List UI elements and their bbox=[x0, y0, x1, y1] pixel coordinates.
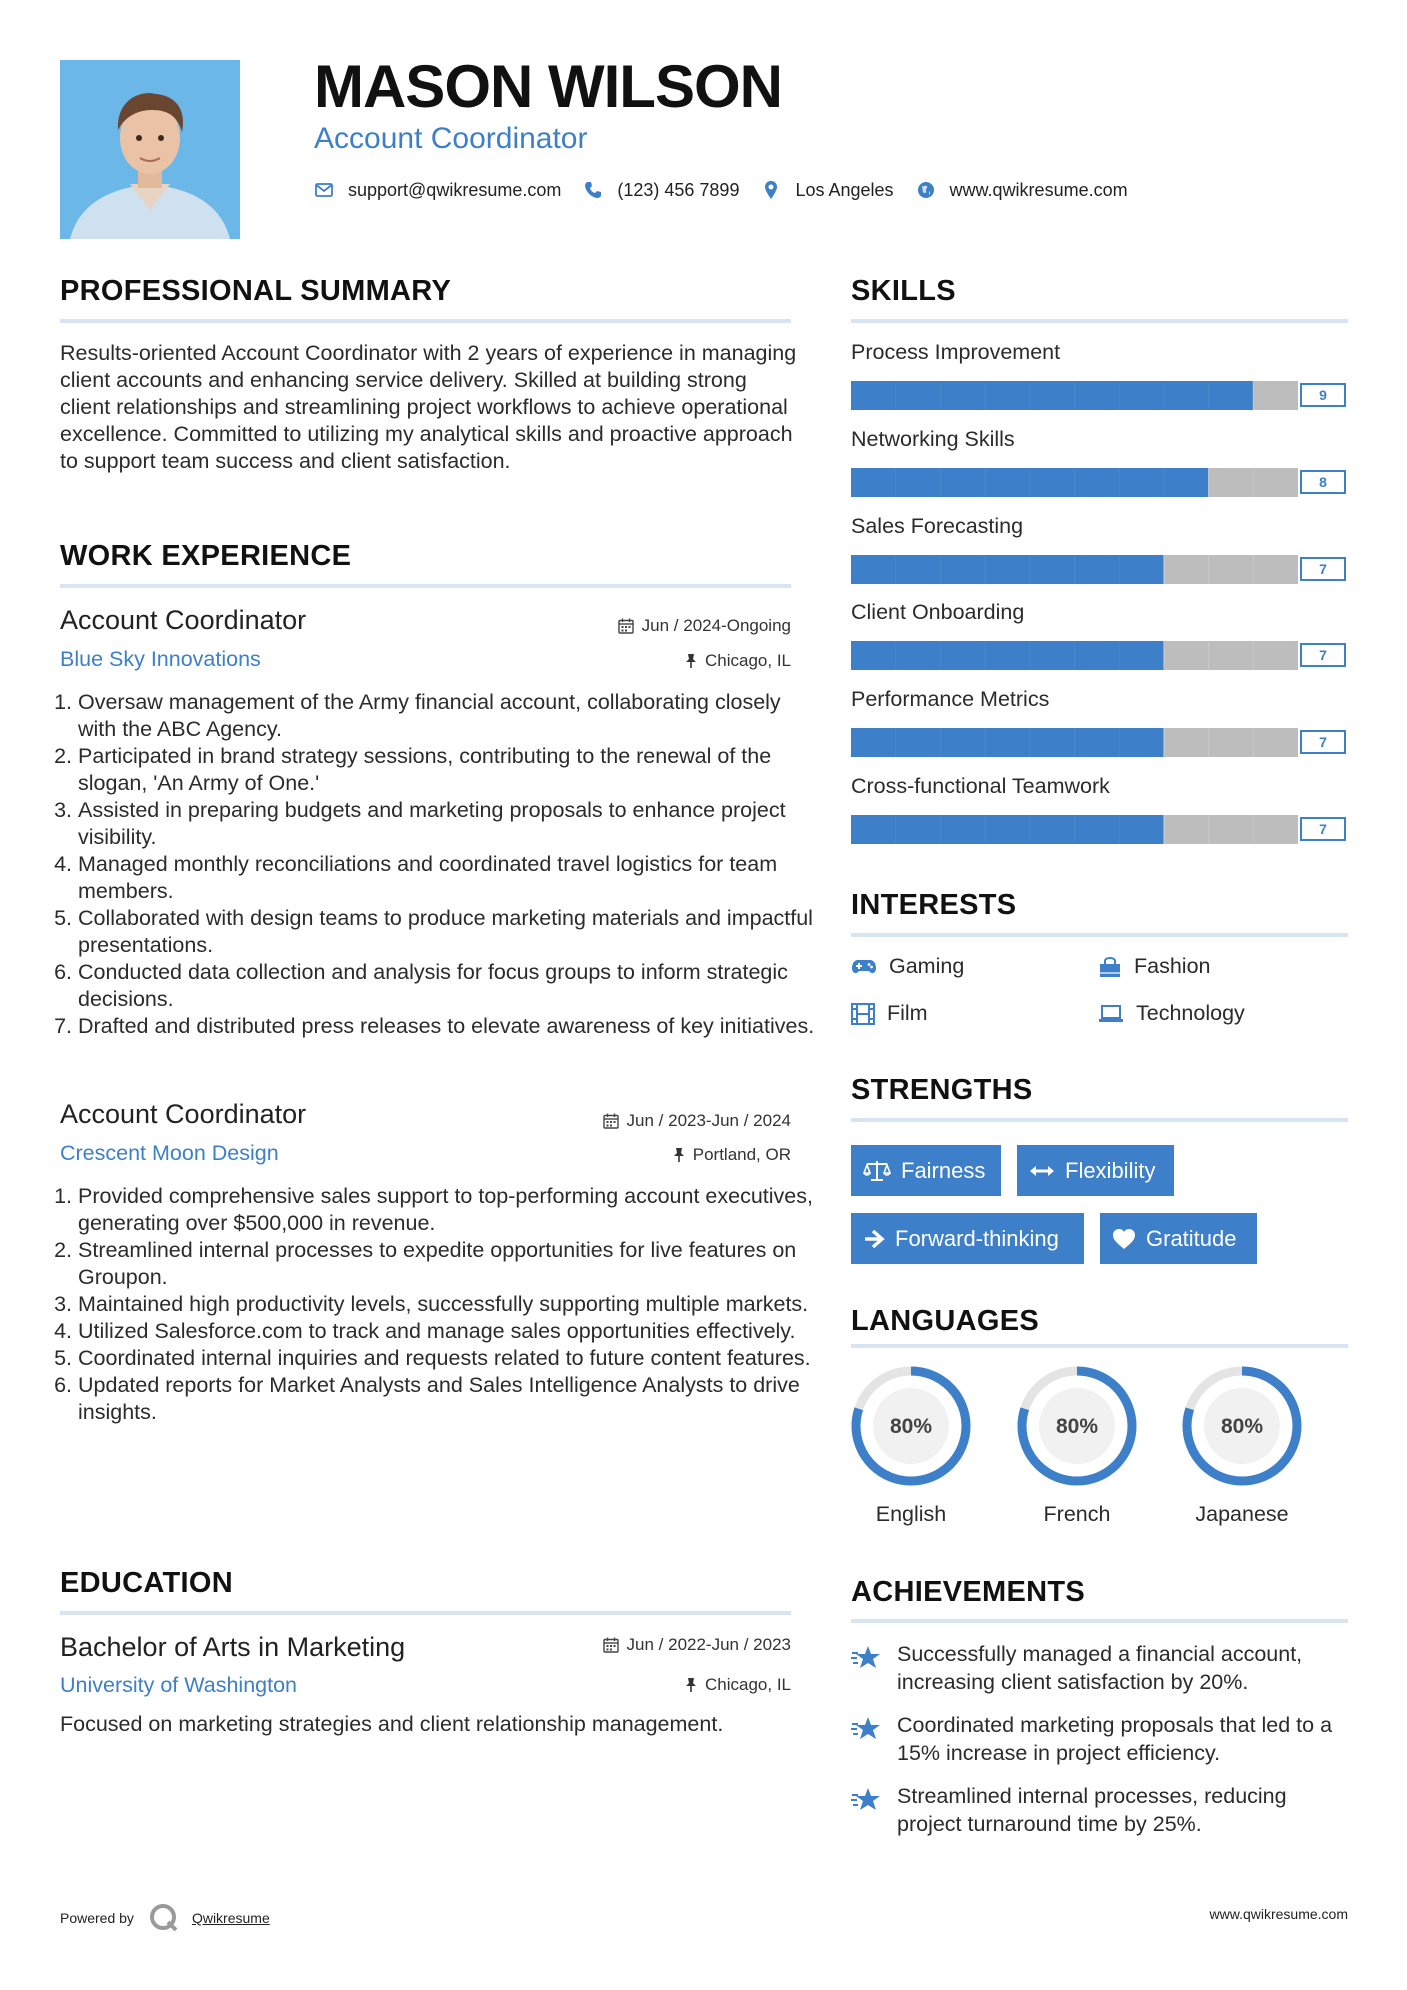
skill-bar-filled-segment bbox=[940, 555, 985, 584]
pushpin-icon bbox=[685, 1677, 697, 1693]
skill-bar-filled-segment bbox=[985, 555, 1030, 584]
star-badge-icon bbox=[851, 1786, 883, 1814]
arrows-horizontal-icon bbox=[1029, 1163, 1055, 1179]
interests-divider bbox=[851, 933, 1348, 937]
skill-bar-filled-segment bbox=[1075, 641, 1120, 670]
achievement-text: Coordinated marketing proposals that led to a 15% increase in project efficiency. bbox=[897, 1713, 1333, 1765]
pushpin-icon bbox=[673, 1147, 685, 1163]
skill-bar-filled-segment bbox=[1030, 555, 1075, 584]
strength-label: Forward-thinking bbox=[895, 1225, 1059, 1251]
skill-bar-filled-segment bbox=[1119, 555, 1164, 584]
skill-bar-filled-segment bbox=[1164, 381, 1209, 410]
duty-item: 4. Utilized Salesforce.com to track and manage sales opportunities effectively. bbox=[78, 1318, 818, 1345]
skill-bar-filled-segment bbox=[1030, 381, 1075, 410]
skill-bar-empty-segment bbox=[1253, 555, 1298, 584]
candidate-name: MASON WILSON bbox=[314, 53, 782, 120]
skill-bar-filled-segment bbox=[940, 641, 985, 670]
laptop-icon bbox=[1098, 1004, 1124, 1024]
skill-bar-filled-segment bbox=[1209, 381, 1254, 410]
job-title: Account Coordinator bbox=[60, 1099, 307, 1129]
skill-bar-filled-segment bbox=[985, 728, 1030, 757]
achievements-heading: ACHIEVEMENTS bbox=[851, 1576, 1086, 1608]
skill-bar-filled-segment bbox=[1075, 728, 1120, 757]
skill-bar-filled-segment bbox=[896, 555, 941, 584]
skill-bar-empty-segment bbox=[1253, 381, 1298, 410]
film-icon bbox=[851, 1003, 875, 1025]
skill-bar-filled-segment bbox=[940, 815, 985, 844]
experience-divider bbox=[60, 584, 791, 588]
skills-heading: SKILLS bbox=[851, 275, 956, 307]
strength-chip-gratitude bbox=[1100, 1213, 1257, 1264]
skill-level-badge: 7 bbox=[1300, 730, 1346, 754]
skill-bar-filled-segment bbox=[1075, 468, 1120, 497]
skill-bar-filled-segment bbox=[1030, 728, 1075, 757]
language-ring-japanese bbox=[1181, 1365, 1303, 1487]
brand-link[interactable]: Qwikresume bbox=[191, 1910, 270, 1926]
shopping-bag-icon bbox=[1098, 956, 1122, 978]
duty-item: 4. Managed monthly reconciliations and coordinated travel logistics for team members. bbox=[78, 851, 818, 905]
strength-label: Gratitude bbox=[1146, 1225, 1237, 1251]
degree-title: Bachelor of Arts in Marketing bbox=[60, 1632, 406, 1662]
language-ring-english bbox=[850, 1365, 972, 1487]
languages-divider bbox=[851, 1344, 1348, 1348]
contact-location: Los Angeles bbox=[795, 179, 894, 200]
achievement-item bbox=[851, 1782, 1348, 1838]
skill-bar-filled-segment bbox=[985, 641, 1030, 670]
skill-bar-filled-segment bbox=[1119, 381, 1164, 410]
language-name: French bbox=[1043, 1502, 1111, 1526]
languages-heading: LANGUAGES bbox=[851, 1305, 1039, 1337]
interest-label: Film bbox=[887, 1001, 928, 1025]
achievement-text: Successfully managed a financial account, increasing client satisfaction by 20%. bbox=[897, 1642, 1303, 1694]
skill-name: Networking Skills bbox=[851, 426, 1015, 451]
qwikresume-logo-icon bbox=[148, 1902, 180, 1934]
duty-item: 6. Conducted data collection and analysis for focus groups to inform strategic decisions. bbox=[78, 959, 818, 1013]
interest-item-fashion bbox=[1098, 954, 1211, 979]
interest-label: Technology bbox=[1136, 1001, 1245, 1025]
skill-bar-filled-segment bbox=[851, 815, 896, 844]
duty-item: 3. Maintained high productivity levels, successfully supporting multiple markets. bbox=[78, 1291, 818, 1318]
skill-bar-filled-segment bbox=[851, 381, 896, 410]
duty-item: 5. Collaborated with design teams to produce marketing materials and impactful presentations. bbox=[78, 905, 818, 959]
skill-bar-filled-segment bbox=[985, 815, 1030, 844]
balance-scale-icon bbox=[863, 1159, 891, 1183]
language-ring-french bbox=[1016, 1365, 1138, 1487]
skill-bar-empty-segment bbox=[1209, 728, 1254, 757]
language-name: Japanese bbox=[1195, 1502, 1289, 1526]
skill-bar-empty-segment bbox=[1209, 468, 1254, 497]
skill-bar-filled-segment bbox=[1075, 555, 1120, 584]
skill-bar-empty-segment bbox=[1253, 468, 1298, 497]
skill-bar-filled-segment bbox=[896, 728, 941, 757]
duty-item: 1. Provided comprehensive sales support to top-performing account executives, generating over $500,000 in revenue. bbox=[78, 1183, 818, 1237]
job-location bbox=[673, 1145, 791, 1165]
job-location-text: Portland, OR bbox=[692, 1145, 791, 1164]
skill-bar-filled-segment bbox=[1030, 468, 1075, 497]
skill-bar-empty-segment bbox=[1253, 641, 1298, 670]
skill-bar-filled-segment bbox=[985, 381, 1030, 410]
calendar-icon bbox=[618, 618, 634, 634]
candidate-title: Account Coordinator bbox=[314, 122, 588, 155]
heart-icon bbox=[1112, 1228, 1136, 1250]
interest-label: Gaming bbox=[889, 954, 965, 978]
calendar-icon bbox=[603, 1637, 619, 1653]
calendar-icon bbox=[603, 1113, 619, 1129]
skill-bar-filled-segment bbox=[1119, 468, 1164, 497]
skill-bar-filled-segment bbox=[1030, 815, 1075, 844]
interest-item-film bbox=[851, 1001, 928, 1026]
profile-photo bbox=[60, 60, 240, 239]
summary-text: Results-oriented Account Coordinator with 2 years of experience in managing client accounts and enhancing service delivery. Skilled at building strong client relationships and streamlining project workflows to achieve operational excellence. Committed to utilizing my analytical skills and proactive approach to support team success and client satisfaction. bbox=[60, 341, 797, 473]
skill-bar-empty-segment bbox=[1164, 641, 1209, 670]
skill-bar bbox=[851, 815, 1348, 844]
skill-bar-filled-segment bbox=[1119, 641, 1164, 670]
envelope-icon bbox=[314, 180, 334, 200]
skill-bar bbox=[851, 728, 1348, 757]
skill-bar-filled-segment bbox=[896, 641, 941, 670]
star-badge-icon bbox=[851, 1715, 883, 1743]
arrow-right-icon bbox=[863, 1229, 885, 1249]
skill-name: Client Onboarding bbox=[851, 600, 1025, 625]
skill-bar-filled-segment bbox=[851, 555, 896, 584]
strengths-heading: STRENGTHS bbox=[851, 1074, 1033, 1106]
contact-bar bbox=[314, 177, 1150, 203]
star-badge-icon bbox=[851, 1644, 883, 1672]
school-name: University of Washington bbox=[60, 1673, 297, 1697]
skill-bar-empty-segment bbox=[1253, 728, 1298, 757]
skill-bar-empty-segment bbox=[1253, 815, 1298, 844]
skill-bar-empty-segment bbox=[1209, 555, 1254, 584]
skill-name: Performance Metrics bbox=[851, 687, 1050, 712]
skill-name: Cross-functional Teamwork bbox=[851, 774, 1110, 798]
language-percent-label: 80% bbox=[1055, 1415, 1099, 1438]
skill-bar-empty-segment bbox=[1209, 641, 1254, 670]
strengths-divider bbox=[851, 1118, 1348, 1122]
map-pin-icon bbox=[761, 180, 781, 200]
skill-bar-filled-segment bbox=[896, 381, 941, 410]
skill-bar-empty-segment bbox=[1164, 728, 1209, 757]
globe-icon bbox=[916, 180, 936, 200]
skill-bar-filled-segment bbox=[1075, 815, 1120, 844]
skill-bar bbox=[851, 641, 1348, 670]
skill-bar-empty-segment bbox=[1164, 555, 1209, 584]
strength-chip-fairness bbox=[851, 1145, 1001, 1196]
duty-item: 1. Oversaw management of the Army financial account, collaborating closely with the ABC Agency. bbox=[78, 689, 818, 743]
duty-item: 7. Drafted and distributed press releases to elevate awareness of key initiatives. bbox=[78, 1013, 818, 1040]
education-heading: EDUCATION bbox=[60, 1567, 233, 1599]
education-description: Focused on marketing strategies and client relationship management. bbox=[60, 1712, 724, 1736]
achievement-text: Streamlined internal processes, reducing project turnaround time by 25%. bbox=[897, 1784, 1287, 1836]
job-duties-list bbox=[60, 689, 818, 1040]
duty-item: 6. Updated reports for Market Analysts and Sales Intelligence Analysts to drive insights. bbox=[78, 1372, 818, 1426]
skill-level-badge: 7 bbox=[1300, 817, 1346, 841]
experience-heading: WORK EXPERIENCE bbox=[60, 540, 352, 572]
skill-bar-filled-segment bbox=[1075, 381, 1120, 410]
phone-icon bbox=[583, 180, 603, 200]
skill-bar-filled-segment bbox=[851, 641, 896, 670]
achievement-item bbox=[851, 1640, 1348, 1696]
skill-level-badge: 7 bbox=[1300, 643, 1346, 667]
skill-bar bbox=[851, 468, 1348, 497]
skills-divider bbox=[851, 319, 1348, 323]
skill-bar-filled-segment bbox=[940, 381, 985, 410]
job-company: Crescent Moon Design bbox=[60, 1141, 279, 1165]
job-company: Blue Sky Innovations bbox=[60, 647, 261, 671]
strength-label: Fairness bbox=[901, 1157, 986, 1183]
language-name: English bbox=[875, 1502, 947, 1526]
summary-divider bbox=[60, 319, 791, 323]
skill-bar-empty-segment bbox=[1209, 815, 1254, 844]
skill-bar-filled-segment bbox=[896, 468, 941, 497]
contact-email[interactable]: support@qwikresume.com bbox=[348, 179, 562, 200]
gamepad-icon bbox=[851, 958, 877, 976]
contact-website[interactable]: www.qwikresume.com bbox=[949, 179, 1128, 200]
education-location-text: Chicago, IL bbox=[705, 1675, 791, 1694]
skill-bar-filled-segment bbox=[1119, 815, 1164, 844]
skill-bar bbox=[851, 381, 1348, 410]
powered-by-label: Powered by bbox=[60, 1910, 134, 1926]
skill-bar-filled-segment bbox=[940, 468, 985, 497]
contact-phone[interactable]: (123) 456 7899 bbox=[617, 179, 740, 200]
job-location-text: Chicago, IL bbox=[705, 651, 791, 670]
strength-chip-flexibility bbox=[1017, 1145, 1174, 1196]
skill-level-badge: 8 bbox=[1300, 470, 1346, 494]
skill-bar-filled-segment bbox=[896, 815, 941, 844]
skill-bar-filled-segment bbox=[940, 728, 985, 757]
education-location bbox=[685, 1675, 791, 1695]
skill-bar-filled-segment bbox=[1164, 468, 1209, 497]
job-location bbox=[685, 651, 791, 671]
skill-bar-empty-segment bbox=[1164, 815, 1209, 844]
skill-bar-filled-segment bbox=[851, 728, 896, 757]
duty-item: 2. Streamlined internal processes to expedite opportunities for live features on Groupon. bbox=[78, 1237, 818, 1291]
interest-label: Fashion bbox=[1134, 954, 1211, 978]
skill-level-badge: 7 bbox=[1300, 557, 1346, 581]
job-dates-text: Jun / 2024-Ongoing bbox=[641, 616, 791, 635]
achievement-item bbox=[851, 1711, 1348, 1767]
language-percent-label: 80% bbox=[889, 1415, 933, 1438]
job-duties-list bbox=[60, 1183, 818, 1426]
strength-label: Flexibility bbox=[1065, 1157, 1156, 1183]
skill-level-badge: 9 bbox=[1300, 383, 1346, 407]
skill-bar-filled-segment bbox=[851, 468, 896, 497]
education-dates-text: Jun / 2022-Jun / 2023 bbox=[626, 1635, 791, 1654]
summary-heading: PROFESSIONAL SUMMARY bbox=[60, 275, 452, 307]
skill-bar-filled-segment bbox=[1030, 641, 1075, 670]
strength-chip-forward-thinking bbox=[851, 1213, 1084, 1264]
achievements-divider bbox=[851, 1619, 1348, 1623]
skill-name: Process Improvement bbox=[851, 340, 1061, 364]
pushpin-icon bbox=[685, 653, 697, 669]
job-dates-text: Jun / 2023-Jun / 2024 bbox=[626, 1111, 791, 1130]
education-divider bbox=[60, 1611, 791, 1615]
interest-item-technology bbox=[1098, 1001, 1245, 1026]
job-title: Account Coordinator bbox=[60, 605, 307, 635]
duty-item: 3. Assisted in preparing budgets and marketing proposals to enhance project visibility. bbox=[78, 797, 818, 851]
job-dates bbox=[618, 616, 791, 636]
footer-url[interactable]: www.qwikresume.com bbox=[1209, 1906, 1348, 1922]
skill-bar-filled-segment bbox=[1119, 728, 1164, 757]
interest-item-gaming bbox=[851, 954, 964, 979]
language-percent-label: 80% bbox=[1220, 1415, 1264, 1438]
duty-item: 2. Participated in brand strategy sessions, contributing to the renewal of the slogan, 'An Army of One.' bbox=[78, 743, 818, 797]
duty-item: 5. Coordinated internal inquiries and requests related to future content features. bbox=[78, 1345, 818, 1372]
skill-bar-filled-segment bbox=[985, 468, 1030, 497]
interests-heading: INTERESTS bbox=[851, 889, 1017, 921]
job-dates bbox=[603, 1111, 791, 1131]
footer-branding bbox=[60, 1902, 270, 1934]
skill-name: Sales Forecasting bbox=[851, 513, 1024, 538]
education-dates bbox=[603, 1635, 791, 1655]
skill-bar bbox=[851, 555, 1348, 584]
